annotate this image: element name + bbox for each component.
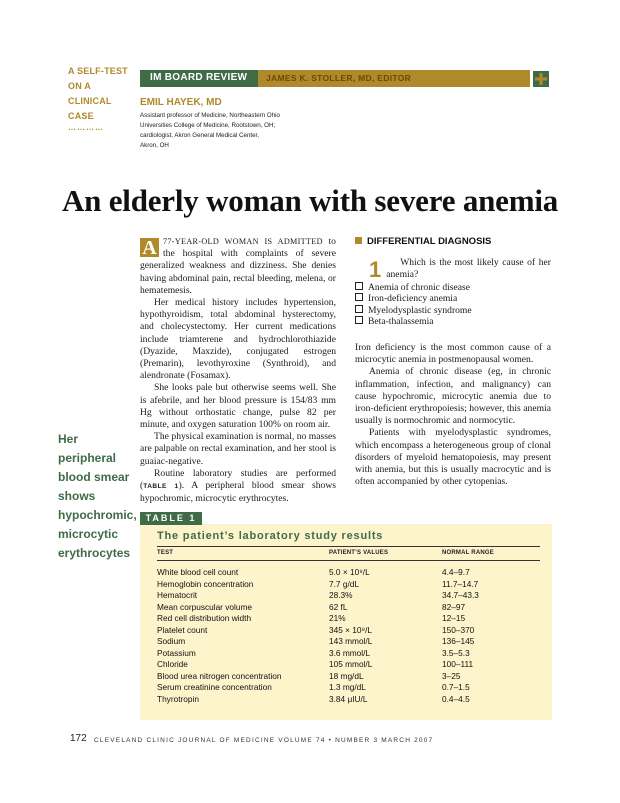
table-row <box>157 694 540 706</box>
author-affiliation <box>140 111 290 151</box>
series-label-line: A SELF-TEST <box>68 66 128 76</box>
cell-test: Sodium <box>157 636 186 646</box>
table-row <box>157 636 540 648</box>
checkbox-icon <box>355 316 363 324</box>
table-row <box>157 625 540 637</box>
history-paragraph: Her medical history includes hypertension, hypothyroidism, total abdominal hysterectomy, and cholecystectomy. Her current medications include triamterene and hydrochlorothiazide (Dyazide, Maxzide), conjugated estrogen (Premarin), levothyroxine (Synthroid), and alendronate (Fosamax). <box>140 297 336 382</box>
table-row <box>157 602 540 614</box>
answer-options <box>355 282 551 328</box>
discussion-paragraph: Iron deficiency is the most common cause of a microcytic anemia in postmenopausal women. <box>355 341 551 366</box>
vitals-paragraph: She looks pale but otherwise seems well. She is afebrile, and her blood pressure is 154/83 mm Hg without orthostatic change, pulse 82 per minute, and oxygen saturation 100% on room air. <box>140 382 336 431</box>
cell-range: 0.4–4.5 <box>442 693 470 704</box>
table-row <box>157 579 540 591</box>
cell-value: 345 × 10⁹/L <box>329 624 372 635</box>
cell-range: 3.5–5.3 <box>442 647 470 658</box>
exam-paragraph: The physical examination is normal, no masses are palpable on rectal examination, and her stool is guaiac-negative. <box>140 431 336 467</box>
answer-option-label: Anemia of chronic disease <box>368 281 471 293</box>
cell-value: 3.6 mmol/L <box>329 647 371 658</box>
table-row <box>157 671 540 683</box>
article-title: An elderly woman with severe anemia <box>61 183 559 218</box>
pull-quote: Her peripheral blood smear shows hypochromic, microcytic erythrocytes <box>58 432 137 560</box>
table-tab: TABLE 1 <box>140 512 202 525</box>
journal-logo-icon <box>533 71 549 87</box>
cell-test: Hematocrit <box>157 590 198 600</box>
cell-value: 62 fL <box>329 601 348 612</box>
section-heading-text: DIFFERENTIAL DIAGNOSIS <box>367 236 492 247</box>
heading-square-icon <box>355 237 362 244</box>
cell-test: Mean corpuscular volume <box>157 601 252 612</box>
cell-range: 82–97 <box>442 601 466 612</box>
cell-test: Potassium <box>157 647 196 658</box>
cell-value: 7.7 g/dL <box>329 578 359 589</box>
series-label <box>68 64 128 132</box>
author-name: EMIL HAYEK, MD <box>140 97 222 108</box>
table-row <box>157 613 540 625</box>
article-column-right <box>355 236 551 488</box>
checkbox-icon <box>355 305 363 313</box>
question <box>355 257 551 281</box>
section-heading <box>355 236 551 248</box>
table-rule-top <box>157 546 540 547</box>
answer-option-label: Myelodysplastic syndrome <box>368 304 472 316</box>
answer-option[interactable] <box>355 316 551 328</box>
banner-title: IM BOARD REVIEW <box>150 72 248 83</box>
checkbox-icon <box>355 282 363 290</box>
affiliation-line: Akron, OH <box>140 142 169 149</box>
table-row <box>157 567 540 579</box>
cell-value: 105 mmol/L <box>329 659 373 669</box>
cell-test: Platelet count <box>157 624 208 635</box>
series-label-line: CASE <box>68 111 94 121</box>
cell-range: 11.7–14.7 <box>442 578 479 589</box>
series-label-line: CLINICAL <box>68 96 112 106</box>
labs-paragraph <box>140 468 336 506</box>
checkbox-icon <box>355 293 363 301</box>
lead-paragraph-text: to the hospital with complaints of severe generalized weakness and dizziness. She denies having abdominal pain, rectal bleeding, melena, or hematemesis. <box>140 236 336 296</box>
answer-option[interactable] <box>355 293 551 305</box>
case-paragraph <box>140 236 336 297</box>
cell-test: Chloride <box>157 659 188 669</box>
cell-test: Thyrotropin <box>157 693 199 704</box>
labs-text-b: ). A peripheral blood smear shows hypochromic, microcytic erythrocytes. <box>140 480 336 505</box>
affiliation-line: Universities College of Medicine, Rootstown, OH; <box>140 122 276 129</box>
article-column-left <box>140 236 336 505</box>
cell-range: 34.7–43.3 <box>442 590 479 600</box>
cell-test: Serum creatinine concentration <box>157 682 272 692</box>
cell-range: 3–25 <box>442 670 461 681</box>
table-row <box>157 659 540 671</box>
cell-range: 0.7–1.5 <box>442 682 470 692</box>
answer-option[interactable] <box>355 282 551 294</box>
cell-range: 100–111 <box>442 659 474 669</box>
cell-value: 18 mg/dL <box>329 670 364 681</box>
cell-test: Blood urea nitrogen concentration <box>157 670 282 681</box>
table-rule-header <box>157 560 540 561</box>
table-header-range: NORMAL RANGE <box>442 550 494 556</box>
series-label-line: ON A <box>68 81 91 91</box>
affiliation-line: Assistant professor of Medicine, Northeastern Ohio <box>140 112 280 119</box>
table-row <box>157 590 540 602</box>
affiliation-line: cardiologist, Akron General Medical Center, <box>140 132 259 139</box>
answer-option-label: Beta-thalassemia <box>368 316 434 328</box>
question-number: 1 <box>369 257 382 283</box>
cell-value: 28.3% <box>329 590 353 600</box>
cell-value: 1.3 mg/dL <box>329 682 366 692</box>
cell-test: Red cell distribution width <box>157 613 252 623</box>
question-text: Which is the most likely cause of her anemia? <box>386 257 551 281</box>
lead-in-caps: 77-YEAR-OLD WOMAN IS ADMITTED <box>163 237 323 246</box>
cell-range: 150–370 <box>442 624 475 635</box>
table-body <box>157 567 540 705</box>
page-number: 172 <box>70 733 87 744</box>
journal-footer: CLEVELAND CLINIC JOURNAL OF MEDICINE VOLUME 74 • NUMBER 3 MARCH 2007 <box>94 737 434 744</box>
table-row <box>157 648 540 660</box>
cell-value: 3.84 μIU/L <box>329 693 368 704</box>
series-label-dots: ………… <box>68 123 104 132</box>
cell-value: 5.0 × 10⁹/L <box>329 567 370 577</box>
table-row <box>157 682 540 694</box>
labs-text-a: Routine laboratory studies are performed ( <box>140 467 336 492</box>
discussion-paragraph: Patients with myelodysplastic syndromes, which encompass a heterogeneous group of clonal disorders of myeloid hematopoiesis, may present with anemia, but this is usually macrocytic and is often accompanied by other cytopenias. <box>355 427 551 488</box>
answer-option-label: Iron-deficiency anemia <box>368 293 458 305</box>
cell-range: 136–145 <box>442 636 475 646</box>
cell-test: White blood cell count <box>157 567 239 577</box>
cell-range: 12–15 <box>442 613 466 623</box>
discussion-paragraph: Anemia of chronic disease (eg, in chronic inflammation, infection, and malignancy) can cause hypochromic, microcytic anemia due to iron-deficient erythropoiesis; however, this anemia usually is normochromic and normocytic. <box>355 366 551 427</box>
banner-editor: JAMES K. STOLLER, MD, EDITOR <box>266 73 412 83</box>
cell-test: Hemoglobin concentration <box>157 578 254 589</box>
cell-value: 21% <box>329 613 346 623</box>
table-header-test: TEST <box>157 550 174 556</box>
answer-option[interactable] <box>355 305 551 317</box>
table-title: The patient’s laboratory study results <box>157 530 384 542</box>
drop-cap: A <box>140 238 159 257</box>
table-reference-link[interactable]: TABLE 1 <box>143 483 179 491</box>
table-header-values: PATIENT’S VALUES <box>329 550 389 556</box>
cell-value: 143 mmol/L <box>329 636 373 646</box>
cell-range: 4.4–9.7 <box>442 567 470 577</box>
